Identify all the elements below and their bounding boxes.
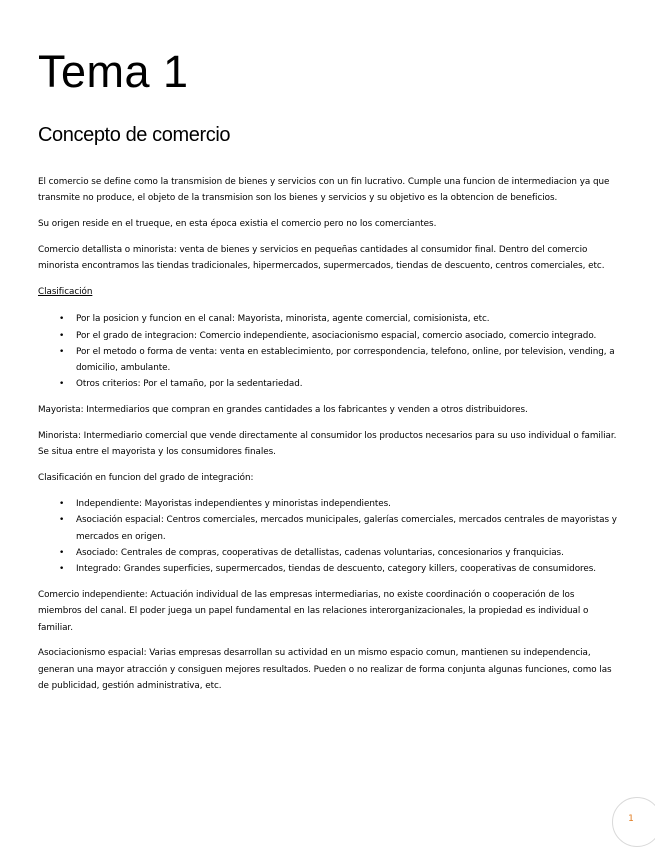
bullet-icon: • [59,498,65,509]
list-item [38,328,618,344]
bullet-icon: • [59,314,65,325]
paragraph-detallista: Comercio detallista o minorista: venta de bienes y servicios en pequeñas cantidades al consumidor final. Dentro del comercio minorista encontramos las tiendas tradicionales, hipermercados, supermercados, tiendas de descuento, centros comerciales, etc. [38,244,605,272]
heading-clasificacion: Clasificación [38,286,93,297]
document-body [38,174,618,704]
paragraph-integration-heading: Clasificación en funcion del grado de integración: [38,473,254,484]
bullet-icon: • [59,547,65,558]
list-item [38,344,618,377]
bullet-icon: • [59,379,65,390]
list-item-text: Por la posicion y funcion en el canal: Mayorista, minorista, agente comercial, comisionista, etc. [76,314,490,325]
list-item-text: Asociado: Centrales de compras, cooperativas de detallistas, cadenas voluntarias, concesionarios y franquicias. [76,547,564,558]
list-item-text: Por el metodo o forma de venta: venta en establecimiento, por correspondencia, telefono, online, por television, vending, a domicilio, ambulante. [76,346,615,374]
paragraph-mayorista: Mayorista: Intermediarios que compran en grandes cantidades a los fabricantes y venden a otros distribuidores. [38,405,528,416]
paragraph-definition: El comercio se define como la transmision de bienes y servicios con un fin lucrativo. Cumple una funcion de intermediacion ya que transmite no produce, el objeto de la transmision son los bienes y servicios y su objetivo es la obtencion de beneficios. [38,177,610,204]
list-item [38,311,618,327]
integration-list [38,496,618,577]
classification-list [38,311,618,392]
list-item [38,376,618,392]
list-item [38,496,618,512]
page-number-badge [612,797,655,847]
paragraph-minorista: Minorista: Intermediario comercial que vende directamente al consumidor los productos necesarios para su uso individual o familiar. Se situa entre el mayorista y los consumidores finales. [38,431,617,458]
list-item-text: Integrado: Grandes superficies, supermercados, tiendas de descuento, category killers, cooperativas de consumidores. [76,564,597,575]
paragraph-asociacionismo-espacial: Asociacionismo espacial: Varias empresas desarrollan su actividad en un mismo espacio comun, mantienen su independencia, generan una mayor atracción y consiguen mejores resultados. Pueden o no realizar de forma conjunta algunas funciones, como las de publicidad, gestión administrativa, etc. [38,648,612,691]
paragraph-comercio-independiente: Comercio independiente: Actuación individual de las empresas intermediarias, no existe coordinación o cooperación de los miembros del canal. El poder juega un papel fundamental en las relaciones interorganizacionales, la propiedad es individual o familiar. [38,589,589,633]
list-item [38,545,618,561]
section-title: Concepto de comercio [38,124,231,146]
bullet-icon: • [59,515,65,526]
list-item-text: Independiente: Mayoristas independientes y minoristas independientes. [76,498,391,509]
list-item-text: Por el grado de integracion: Comercio independiente, asociacionismo espacial, comercio asociado, comercio integrado. [76,330,597,341]
paragraph-origin: Su origen reside en el trueque, en esta época existia el comercio pero no los comerciantes. [38,219,437,230]
bullet-icon: • [59,346,65,357]
bullet-icon: • [59,330,65,341]
list-item-text: Otros criterios: Por el tamaño, por la sedentariedad. [76,379,303,390]
list-item [38,561,618,577]
page-title: Tema 1 [38,46,189,97]
list-item-text: Asociación espacial: Centros comerciales, mercados municipales, galerías comerciales, mercados centrales de mayoristas y mercados en origen. [76,515,617,542]
page-number: 1 [628,814,634,824]
bullet-icon: • [59,564,65,575]
list-item [38,512,618,545]
